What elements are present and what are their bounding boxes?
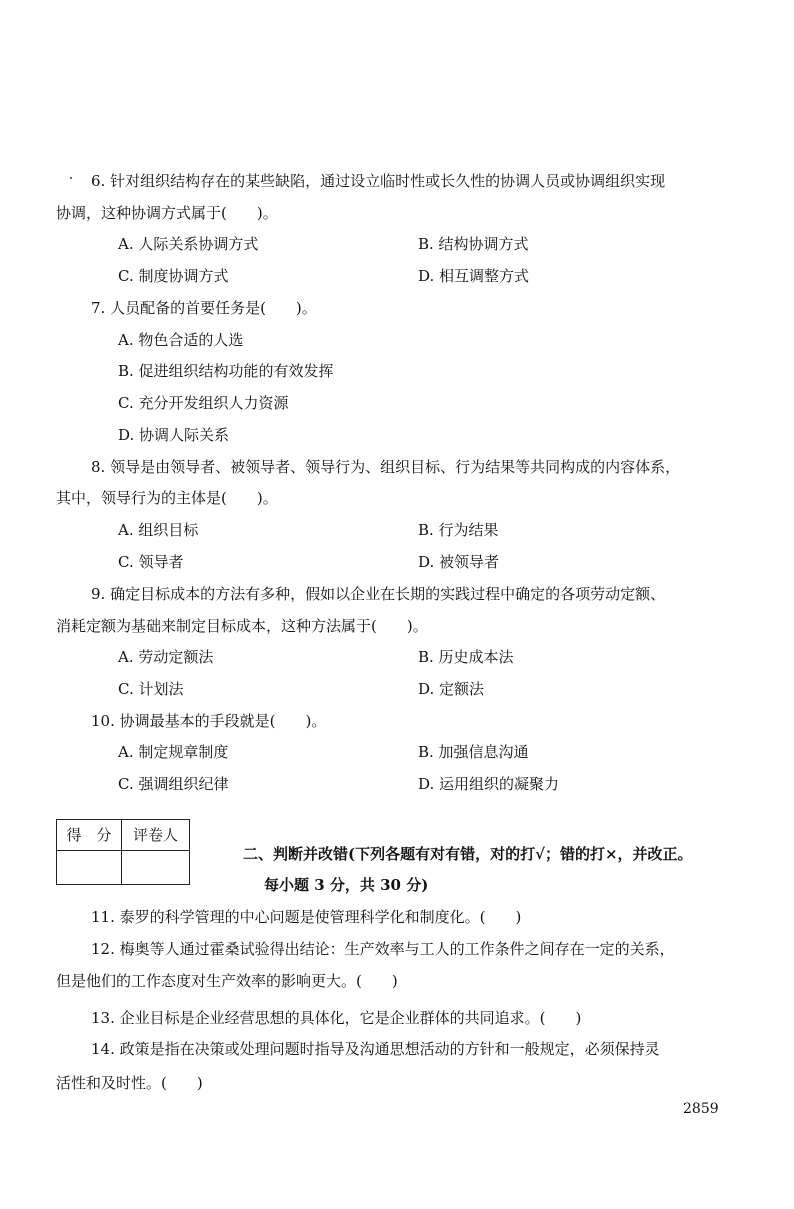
question-7-option-c: C. 充分开发组织人力资源	[118, 394, 289, 412]
question-9-option-d: D. 定额法	[418, 680, 485, 698]
question-6-text: 6. 针对组织结构存在的某些缺陷，通过设立临时性或长久性的协调人员或协调组织实现	[91, 172, 666, 190]
question-8-option-a: A. 组织目标	[118, 521, 199, 539]
question-10-option-a: A. 制定规章制度	[118, 743, 229, 761]
question-9-text: 9. 确定目标成本的方法有多种，假如以企业在长期的实践过程中确定的各项劳动定额、	[91, 585, 666, 603]
question-9-text-cont: 消耗定额为基础来制定目标成本，这种方法属于( )。	[56, 617, 428, 635]
section-2-subtitle: 每小题 3 分，共 30 分)	[264, 876, 429, 894]
section-2-title: 二、判断并改错(下列各题有对有错，对的打√；错的打×，并改正。	[243, 845, 693, 863]
question-14-text: 14. 政策是指在决策或处理问题时指导及沟通思想活动的方针和一般规定，必须保持灵	[91, 1040, 660, 1058]
question-7-text: 7. 人员配备的首要任务是( )。	[91, 299, 317, 317]
question-10-option-c: C. 强调组织纪律	[118, 775, 229, 793]
question-6-option-d: D. 相互调整方式	[418, 267, 530, 285]
page-number: 2859	[683, 1101, 719, 1117]
question-10-option-d: D. 运用组织的凝聚力	[418, 775, 560, 793]
scan-speck	[70, 177, 72, 179]
question-8-option-c: C. 领导者	[118, 553, 184, 571]
grader-header: 评卷人	[122, 820, 190, 851]
question-6-option-a: A. 人际关系协调方式	[118, 235, 259, 253]
question-7-option-a: A. 物色合适的人选	[118, 331, 244, 349]
question-9-option-a: A. 劳动定额法	[118, 648, 214, 666]
grader-cell[interactable]	[122, 851, 190, 885]
question-14-text-cont: 活性和及时性。( )	[56, 1074, 203, 1092]
question-6-text-cont: 协调，这种协调方式属于( )。	[56, 204, 278, 222]
question-8-text: 8. 领导是由领导者、被领导者、领导行为、组织目标、行为结果等共同构成的内容体系，	[91, 458, 681, 476]
question-7-option-b: B. 促进组织结构功能的有效发挥	[118, 362, 334, 380]
question-11-text: 11. 泰罗的科学管理的中心问题是使管理科学化和制度化。( )	[91, 908, 522, 926]
question-8-option-b: B. 行为结果	[418, 521, 499, 539]
question-10-option-b: B. 加强信息沟通	[418, 743, 529, 761]
question-9-option-c: C. 计划法	[118, 680, 184, 698]
question-6-option-c: C. 制度协调方式	[118, 267, 229, 285]
score-header: 得 分	[57, 820, 122, 851]
question-8-option-d: D. 被领导者	[418, 553, 500, 571]
question-7-option-d: D. 协调人际关系	[118, 426, 230, 444]
question-10-text: 10. 协调最基本的手段就是( )。	[91, 712, 327, 730]
score-cell[interactable]	[57, 851, 122, 885]
score-table	[56, 819, 190, 885]
question-6-option-b: B. 结构协调方式	[418, 235, 529, 253]
question-13-text: 13. 企业目标是企业经营思想的具体化，它是企业群体的共同追求。( )	[91, 1009, 582, 1027]
question-9-option-b: B. 历史成本法	[418, 648, 514, 666]
question-12-text-cont: 但是他们的工作态度对生产效率的影响更大。( )	[56, 972, 398, 990]
question-12-text: 12. 梅奥等人通过霍桑试验得出结论：生产效率与工人的工作条件之间存在一定的关系，	[91, 940, 675, 958]
question-8-text-cont: 其中，领导行为的主体是( )。	[56, 489, 278, 507]
